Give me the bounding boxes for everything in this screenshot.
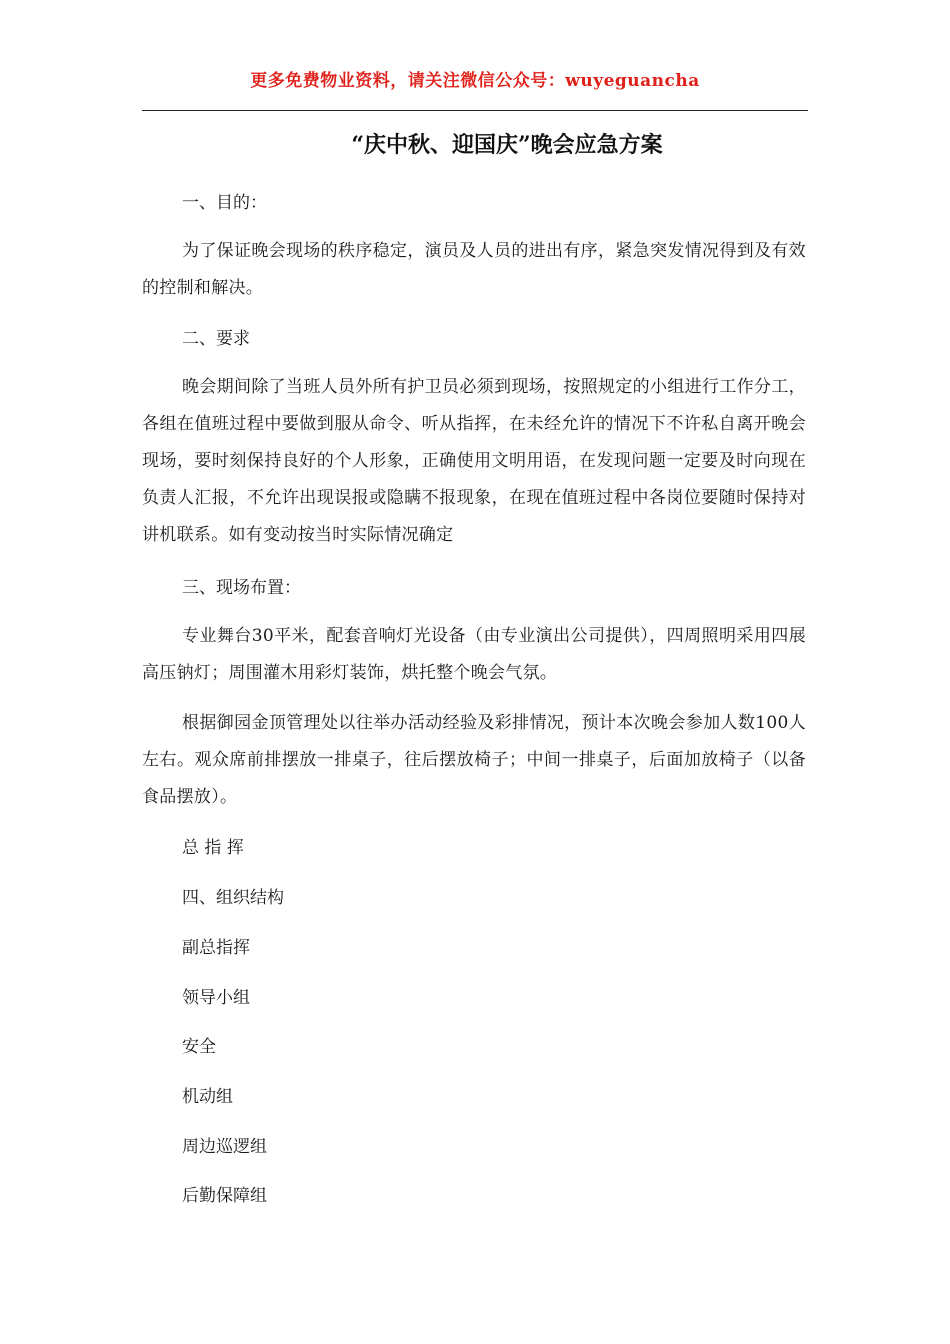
org-structure-heading: 四、组织结构 <box>182 888 284 908</box>
deputy-commander-label: 副总指挥 <box>182 938 250 958</box>
logistics-group-label: 后勤保障组 <box>182 1186 267 1206</box>
promo-header: 更多免费物业资料，请关注微信公众号：wuyeguancha <box>250 71 700 91</box>
purpose-heading: 一、目的： <box>182 193 267 213</box>
layout-paragraph-2: 根据御园金顶管理处以往举办活动经验及彩排情况，预计本次晚会参加人数100人左右。观众席前排摆放一排桌子，往后摆放椅子；中间一排桌子，后面加放椅子（以备食品摆放）。 <box>142 713 806 807</box>
header-divider <box>142 110 808 111</box>
mobile-group-label: 机动组 <box>182 1087 233 1107</box>
document-title: “庆中秋、迎国庆”晚会应急方案 <box>351 132 663 158</box>
purpose-paragraph: 为了保证晚会现场的秩序稳定，演员及人员的进出有序，紧急突发情况得到及有效的控制和解决。 <box>142 241 806 298</box>
patrol-group-label: 周边巡逻组 <box>182 1137 267 1157</box>
commander-label: 总 指 挥 <box>182 838 244 858</box>
safety-label: 安全 <box>182 1037 216 1057</box>
requirements-paragraph: 晚会期间除了当班人员外所有护卫员必须到现场，按照规定的小组进行工作分工，各组在值班过程中要做到服从命令、听从指挥，在未经允许的情况下不许私自离开晚会现场，要时刻保持良好的个人形象，正确使用文明用语，在发现问题一定要及时向现在负责人汇报，不允许出现误报或隐瞒不报现象，在现在值班过程中各岗位要随时保持对讲机联系。如有变动按当时实际情况确定 <box>142 377 806 545</box>
layout-paragraph-1: 专业舞台30平米，配套音响灯光设备（由专业演出公司提供），四周照明采用四展高压钠灯；周围灌木用彩灯装饰，烘托整个晚会气氛。 <box>142 626 806 683</box>
layout-heading: 三、现场布置： <box>182 578 301 598</box>
requirements-heading: 二、要求 <box>182 329 250 349</box>
leadership-group-label: 领导小组 <box>182 988 250 1008</box>
